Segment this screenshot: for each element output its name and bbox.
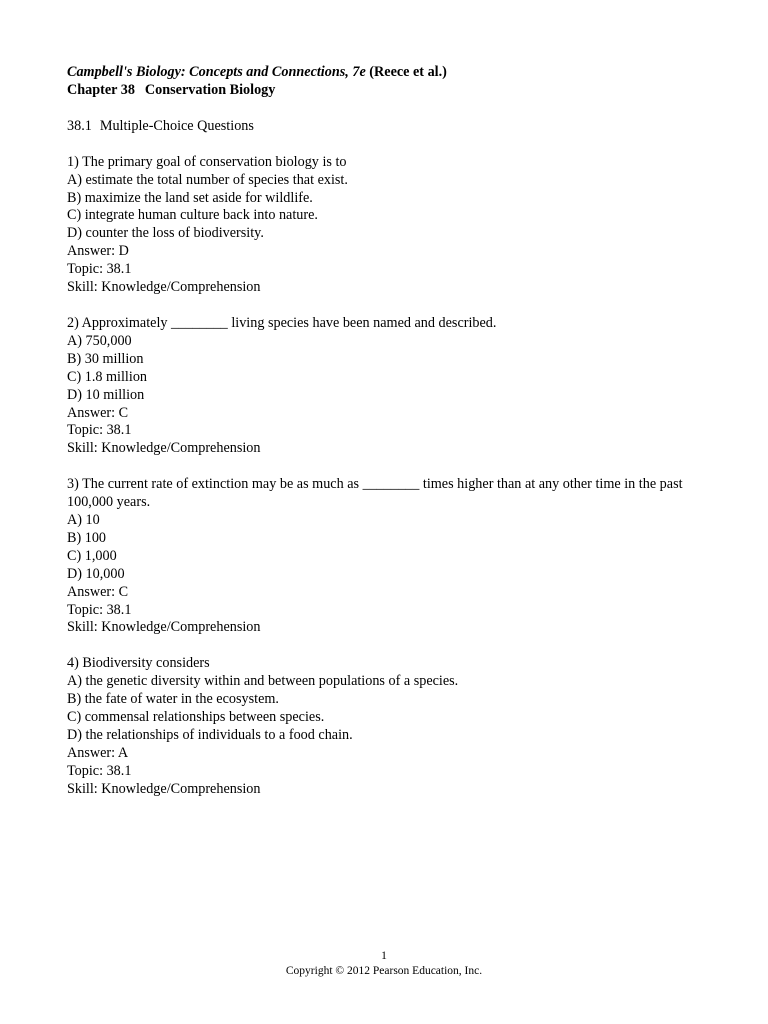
page-number: 1 — [381, 950, 387, 962]
question-answer: Answer: A — [67, 744, 129, 761]
copyright-notice: Copyright © 2012 Pearson Education, Inc. — [285, 965, 483, 977]
answer-choice: D) 10 million — [67, 386, 145, 403]
question-answer: Answer: D — [67, 243, 129, 260]
answer-choice: B) 30 million — [67, 350, 144, 367]
answer-choice: C) integrate human culture back into nature. — [67, 207, 318, 224]
question-stem: 4) Biodiversity considers — [67, 655, 210, 672]
answer-choice: D) 10,000 — [67, 565, 125, 582]
answer-choice: A) the genetic diversity within and between populations of a species. — [67, 673, 459, 690]
answer-choice: C) commensal relationships between species. — [67, 709, 325, 726]
chapter-label: Chapter 38 — [67, 81, 135, 98]
answer-choice: B) 100 — [67, 529, 107, 546]
answer-choice: D) the relationships of individuals to a food chain. — [67, 727, 353, 743]
question-skill: Skill: Knowledge/Comprehension — [67, 619, 261, 636]
section-title: Multiple-Choice Questions — [99, 117, 254, 134]
section-heading — [67, 118, 717, 136]
question-stem: 3) The current rate of extinction may be as much as ________ times higher than at any other time in the past 100,000 years. — [67, 476, 683, 511]
question-topic: Topic: 38.1 — [67, 601, 132, 618]
authors: (Reece et al.) — [369, 64, 447, 80]
answer-choice: A) estimate the total number of species that exist. — [67, 171, 348, 188]
answer-choice: C) 1,000 — [67, 547, 117, 564]
book-title: Campbell's Biology: Concepts and Connections, 7e — [67, 64, 366, 80]
question-block — [67, 315, 717, 458]
answer-choice: A) 10 — [67, 512, 100, 529]
question-block — [67, 476, 717, 637]
question-skill: Skill: Knowledge/Comprehension — [67, 440, 261, 457]
chapter-heading — [67, 82, 717, 100]
question-stem: 2) Approximately ________ living species have been named and described. — [67, 314, 497, 331]
question-block — [67, 655, 717, 798]
document-page — [67, 64, 717, 799]
answer-choice: C) 1.8 million — [67, 368, 148, 385]
question-block — [67, 154, 717, 297]
question-topic: Topic: 38.1 — [67, 422, 132, 439]
question-topic: Topic: 38.1 — [67, 261, 132, 278]
book-title-line — [67, 64, 717, 82]
chapter-title: Conservation Biology — [144, 81, 276, 98]
answer-choice: A) 750,000 — [67, 332, 132, 349]
answer-choice: B) the fate of water in the ecosystem. — [67, 691, 279, 708]
question-answer: Answer: C — [67, 583, 129, 600]
question-answer: Answer: C — [67, 404, 129, 421]
question-stem: 1) The primary goal of conservation biology is to — [67, 153, 347, 170]
question-skill: Skill: Knowledge/Comprehension — [67, 279, 261, 296]
section-number: 38.1 — [67, 117, 92, 134]
answer-choice: D) counter the loss of biodiversity. — [67, 225, 264, 242]
question-skill: Skill: Knowledge/Comprehension — [67, 780, 261, 797]
question-topic: Topic: 38.1 — [67, 762, 132, 779]
question-list — [67, 154, 717, 799]
answer-choice: B) maximize the land set aside for wildlife. — [67, 189, 313, 206]
